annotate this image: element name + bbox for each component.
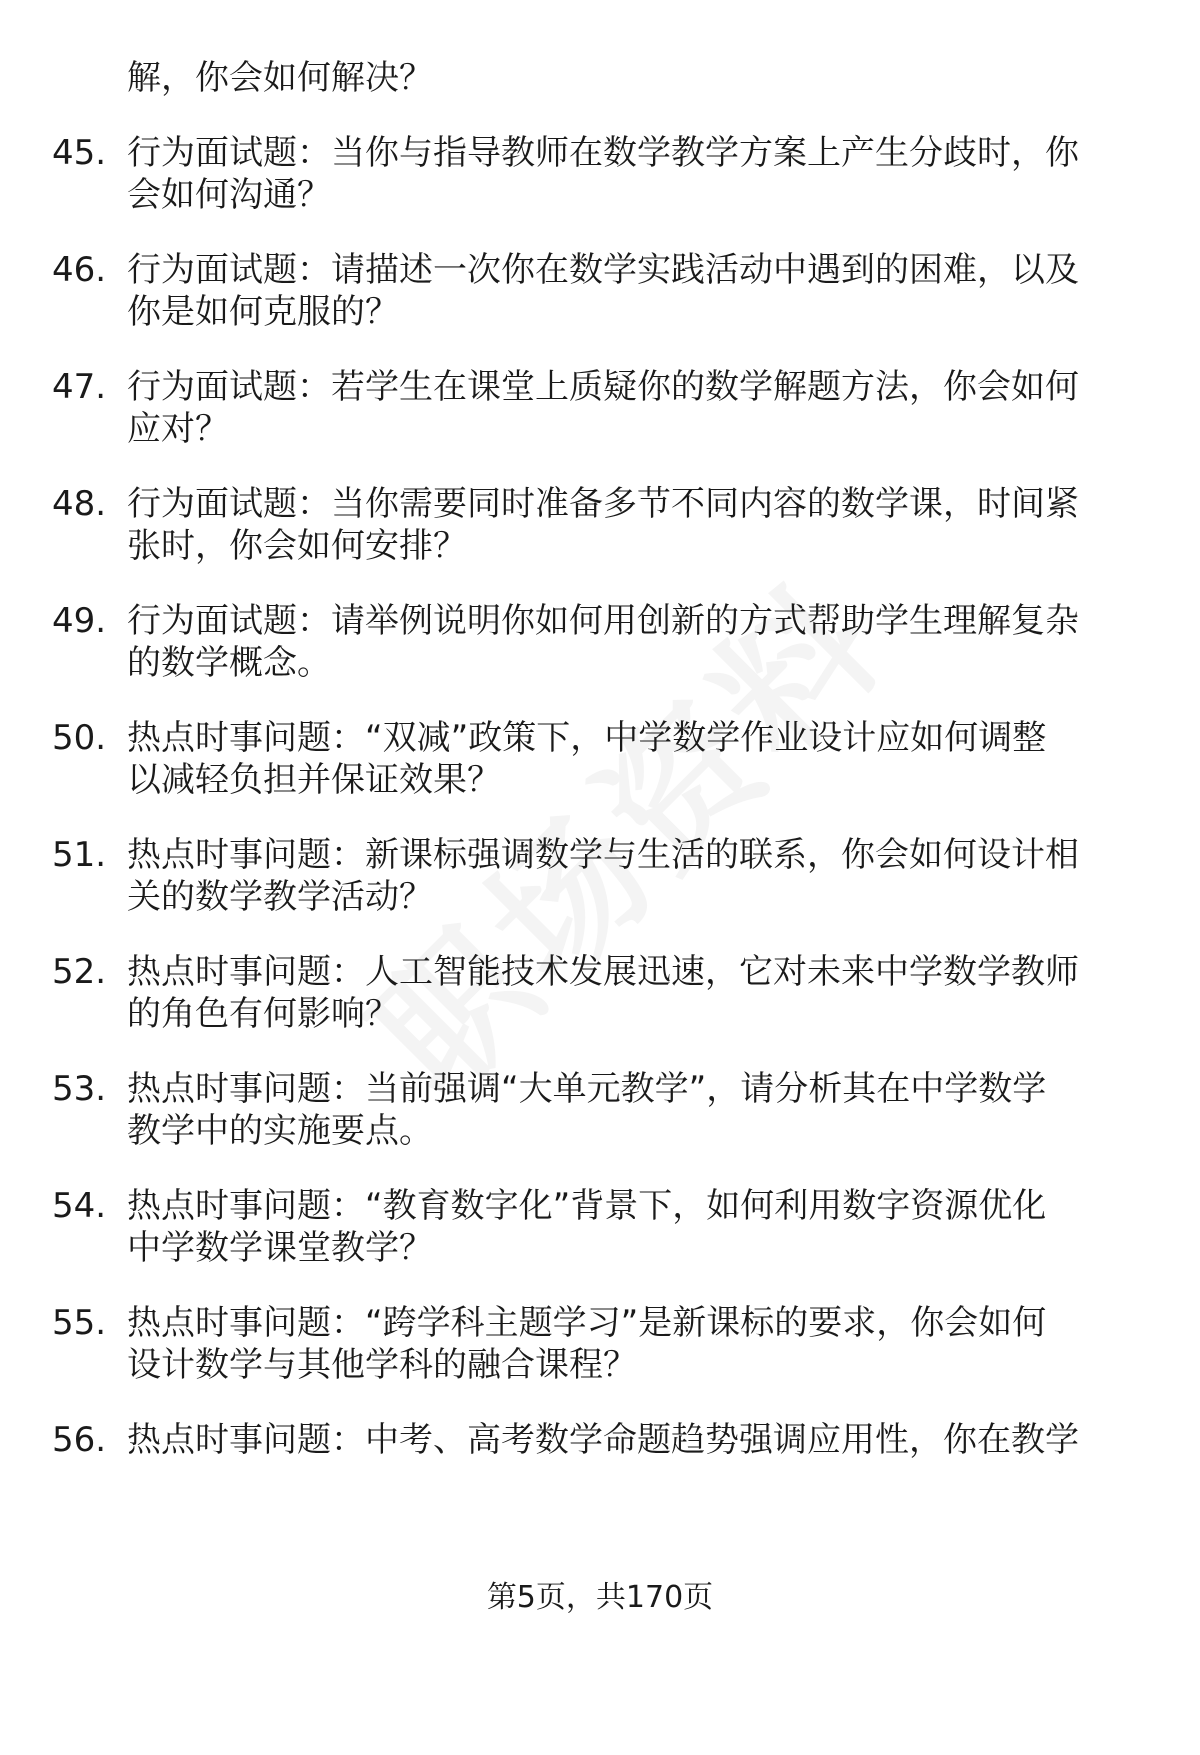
item-number: 53. [52,1069,107,1109]
item-number: 51. [52,835,107,875]
list-item-continuation [0,755,1200,805]
item-text: 热点时事问题：人工智能技术发展迅速，它对未来中学数学教师 [127,952,1079,992]
item-number: 54. [52,1186,107,1226]
item-text: 热点时事问题：新课标强调数学与生活的联系，你会如何设计相 [127,835,1079,875]
list-item [0,1415,1200,1465]
continuation-line [0,53,1200,103]
item-text: 张时，你会如何安排？ [127,526,467,566]
item-text: 热点时事问题：“跨学科主题学习”是新课标的要求，你会如何 [127,1303,1047,1343]
list-item-continuation [0,170,1200,220]
item-number: 47. [52,367,107,407]
item-text: 热点时事问题：当前强调“大单元教学”，请分析其在中学数学 [127,1069,1047,1109]
item-text: 热点时事问题：中考、高考数学命题趋势强调应用性，你在教学 [127,1420,1079,1460]
item-text: 设计数学与其他学科的融合课程？ [127,1345,637,1385]
item-text: 行为面试题：若学生在课堂上质疑你的数学解题方法，你会如何 [127,367,1079,407]
page-footer: 第5页，共170页 [486,1580,714,1615]
item-number: 55. [52,1303,107,1343]
list-item-continuation [0,989,1200,1039]
item-text: 行为面试题：当你与指导教师在数学教学方案上产生分歧时，你 [127,133,1079,173]
list-item-continuation [0,872,1200,922]
item-text: 你是如何克服的？ [127,292,399,332]
item-number: 49. [52,601,107,641]
list-item-continuation [0,1340,1200,1390]
item-number: 52. [52,952,107,992]
item-number: 50. [52,718,107,758]
item-text: 应对？ [127,409,229,449]
item-text: 热点时事问题：“双减”政策下，中学数学作业设计应如何调整 [127,718,1047,758]
list-item-continuation [0,638,1200,688]
item-text: 中学数学课堂教学？ [127,1228,433,1268]
item-number: 48. [52,484,107,524]
list-item-continuation [0,1106,1200,1156]
item-text: 行为面试题：请描述一次你在数学实践活动中遇到的困难，以及 [127,250,1079,290]
item-text: 关的数学教学活动？ [127,877,433,917]
item-text: 以减轻负担并保证效果？ [127,760,501,800]
list-item-continuation [0,1223,1200,1273]
item-text: 行为面试题：请举例说明你如何用创新的方式帮助学生理解复杂 [127,601,1079,641]
item-text: 会如何沟通？ [127,175,331,215]
item-text: 教学中的实施要点。 [127,1111,433,1151]
item-text: 热点时事问题：“教育数字化”背景下，如何利用数字资源优化 [127,1186,1047,1226]
list-item-continuation [0,521,1200,571]
continuation-text: 解，你会如何解决？ [127,58,433,98]
list-item-continuation [0,287,1200,337]
item-text: 的数学概念。 [127,643,331,683]
item-number: 46. [52,250,107,290]
item-text: 的角色有何影响？ [127,994,399,1034]
list-item-continuation [0,404,1200,454]
item-number: 56. [52,1420,107,1460]
item-number: 45. [52,133,107,173]
item-text: 行为面试题：当你需要同时准备多节不同内容的数学课，时间紧 [127,484,1079,524]
